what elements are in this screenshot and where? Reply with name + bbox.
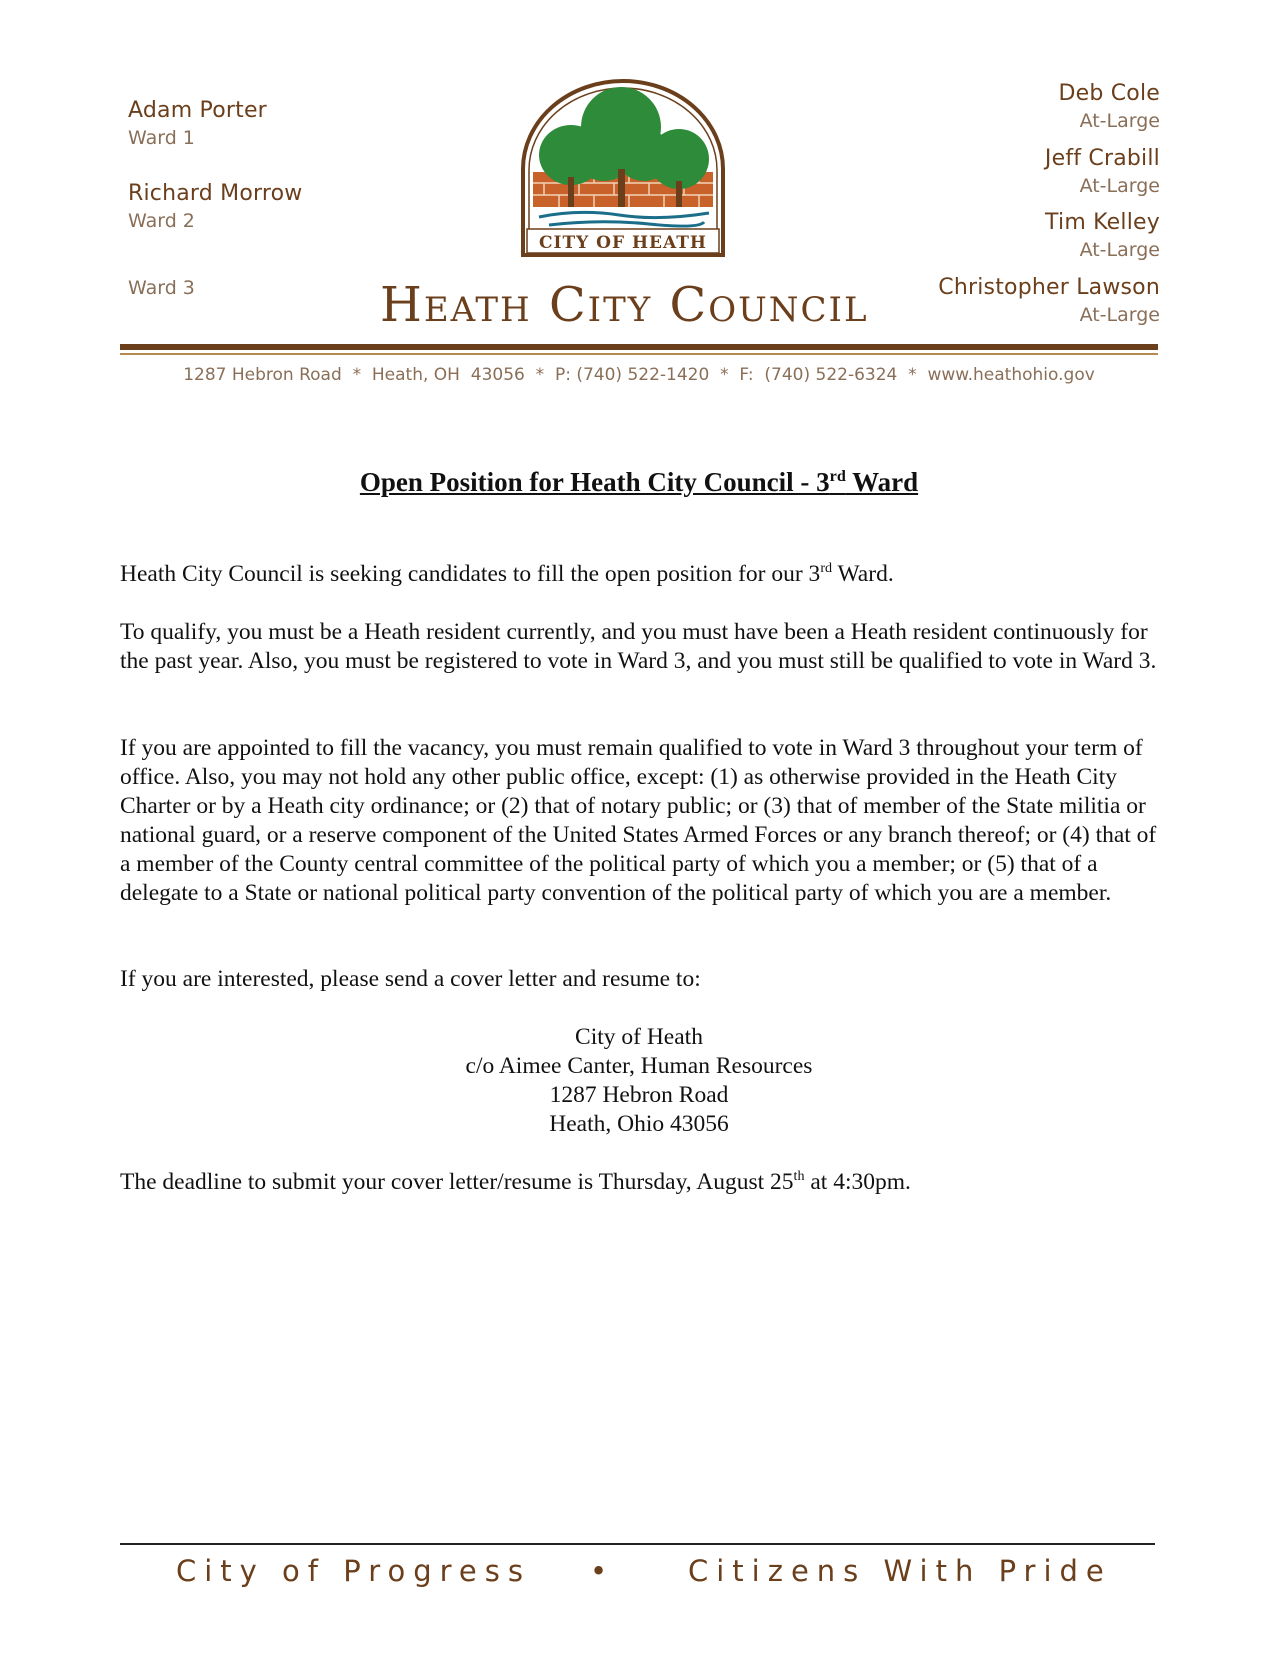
contact-line: 1287 Hebron Road * Heath, OH 43056 * P: (740) 522-1420 * F: (740) 522-6324 * www.heathohio.gov	[183, 365, 1095, 385]
header-rule-thin	[120, 353, 1158, 355]
council-title: Heath City Council	[380, 277, 869, 333]
member-name: Jeff Crabill	[1044, 146, 1160, 171]
member-ward-3	[128, 275, 195, 301]
member-name: Adam Porter	[128, 98, 267, 123]
member-ward: At-Large	[1079, 239, 1160, 261]
footer-separator: •	[590, 1554, 608, 1588]
member-at-large-2	[1045, 145, 1160, 199]
member-ward: At-Large	[1079, 304, 1160, 326]
member-ward: At-Large	[1079, 175, 1160, 197]
paragraph-deadline: The deadline to submit your cover letter/resume is Thursday, August 25th at 4:30pm.	[120, 1168, 911, 1195]
member-at-large-4	[938, 274, 1160, 328]
page-title: Open Position for Heath City Council - 3rd Ward	[359, 467, 919, 497]
address-line: 1287 Hebron Road	[549, 1082, 729, 1108]
address-line: c/o Aimee Canter, Human Resources	[465, 1053, 813, 1079]
member-ward: Ward 1	[128, 127, 195, 149]
member-at-large-3	[1045, 209, 1160, 263]
member-ward-1	[128, 97, 267, 151]
paragraph-interest: If you are interested, please send a cover letter and resume to:	[120, 966, 701, 992]
member-name: Tim Kelley	[1045, 210, 1160, 235]
address-line: City of Heath	[575, 1024, 703, 1050]
paragraph-intro: Heath City Council is seeking candidates to fill the open position for our 3rd Ward.	[120, 560, 894, 587]
member-ward-2	[128, 180, 302, 234]
member-name: Christopher Lawson	[938, 275, 1160, 300]
member-at-large-1	[1058, 80, 1160, 134]
logo-text: CITY OF HEATH	[539, 233, 707, 253]
footer-left: City of Progress	[176, 1554, 531, 1588]
member-name: Richard Morrow	[128, 181, 303, 206]
footer-rule	[120, 1543, 1155, 1545]
member-name: Deb Cole	[1058, 81, 1160, 106]
paragraph-qualifications: To qualify, you must be a Heath resident currently, and you must have been a Heath resident continuously for the past year. Also, you must be registered to vote in Ward 3, and you must still be qualified to vote in Ward 3.	[120, 619, 1157, 674]
mailing-address	[120, 1023, 1158, 1139]
member-ward: At-Large	[1079, 110, 1160, 132]
address-line: Heath, Ohio 43056	[549, 1111, 729, 1137]
city-of-heath-logo	[519, 77, 727, 257]
member-ward: Ward 2	[128, 210, 195, 232]
paragraph-vacancy: If you are appointed to fill the vacancy, you must remain qualified to vote in Ward 3 throughout your term of office. Also, you may not hold any other public office, except: (1) as otherwise provided in the Heath City Charter or by a Heath city ordinance; or (2) that of notary public; or (3) that of member of the State militia or national guard, or a reserve component of the United States Armed Forces or any branch thereof; or (4) that of a member of the County central committee of the political party of which you a member; or (5) that of a delegate to a State or national political party convention of the political party of which you are a member.	[120, 735, 1157, 906]
header-rule-thick	[120, 344, 1158, 350]
footer-right: Citizens With Pride	[688, 1554, 1112, 1588]
member-ward: Ward 3	[128, 277, 195, 299]
footer-slogan	[120, 1554, 1155, 1594]
